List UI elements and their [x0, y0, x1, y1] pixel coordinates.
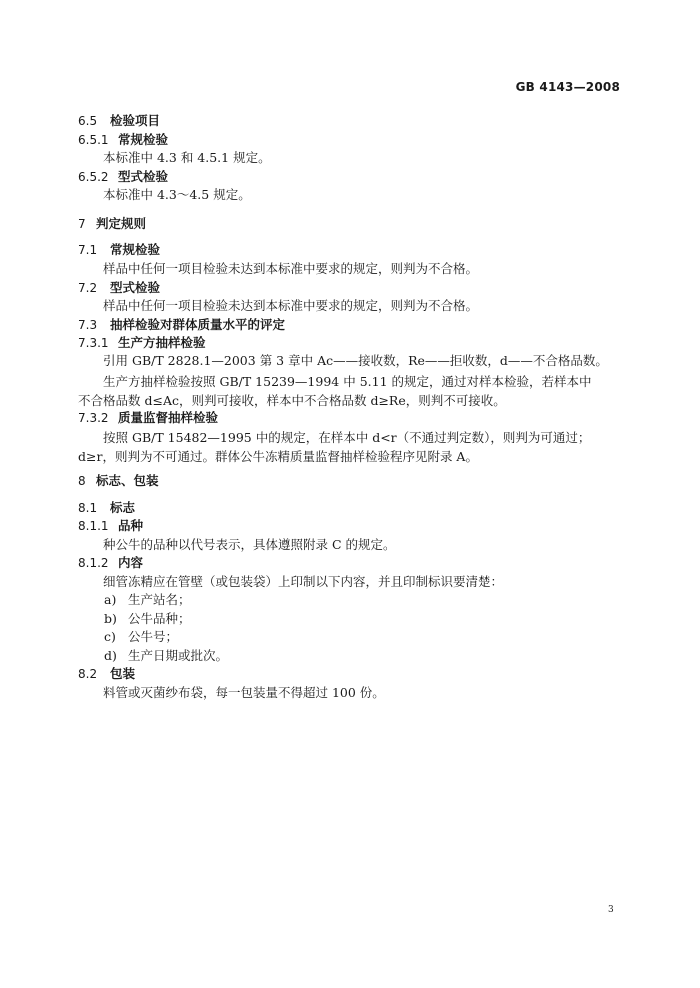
list-item-label: b): [104, 611, 117, 626]
section-title: 标志、包装: [96, 473, 159, 488]
paragraph-7-3-2: 按照 GB/T 15482—1995 中的规定，在样本中 d<r（不通过判定数），则判为可通过；d≥r，则判为不可通过。群体公牛冻精质量监督抽样检验程序见附录 A。: [78, 430, 591, 464]
section-title: 抽样检验对群体质量水平的评定: [110, 317, 286, 332]
section-title: 型式检验: [118, 169, 169, 184]
page-number: 3: [608, 905, 614, 915]
heading-6-5-2: [78, 169, 620, 185]
heading-7-2: [78, 280, 620, 296]
list-item-text: 公牛号；: [128, 629, 179, 644]
section-number: 8.1: [78, 501, 98, 515]
section-number: 7.1: [78, 243, 98, 257]
section-number: 8: [78, 474, 86, 488]
section-number: 7.3: [78, 318, 98, 332]
section-title: 型式检验: [110, 280, 161, 295]
section-number: 7.3.2: [78, 411, 109, 425]
section-title: 常规检验: [110, 242, 161, 257]
heading-7: [78, 216, 620, 232]
paragraph-8-2: 料管或灭菌纱布袋，每一包装量不得超过 100 份。: [103, 685, 385, 700]
list-item-label: c): [104, 629, 116, 644]
paragraph-7-3-1-a: 引用 GB/T 2828.1—2003 第 3 章中 Ac——接收数，Re——拒收数，d——不合格品数。: [103, 353, 608, 368]
section-title: 标志: [110, 500, 136, 515]
section-number: 7: [78, 217, 86, 231]
paragraph-6-5-2: 本标准中 4.3～4.5 规定。: [103, 187, 251, 202]
section-title: 生产方抽样检验: [118, 335, 206, 350]
list-item: [104, 592, 191, 608]
heading-8-1-1: [78, 518, 620, 534]
heading-6-5-1: [78, 132, 620, 148]
section-title: 常规检验: [118, 132, 169, 147]
heading-8-1: [78, 500, 620, 516]
section-number: 8.2: [78, 667, 98, 681]
section-title: 质量监督抽样检验: [118, 410, 219, 425]
section-number: 6.5.2: [78, 170, 109, 184]
paragraph-8-1-2: 细管冻精应在管壁（或包装袋）上印制以下内容，并且印制标识要清楚：: [103, 574, 504, 589]
paragraph-7-3-1-b: 生产方抽样检验按照 GB/T 15239—1994 中 5.11 的规定，通过对样本检验，若样本中不合格品数 d≤Ac，则判可接收，样本中不合格品数 d≥Re，则判不可接收。: [78, 374, 592, 408]
list-item-text: 生产站名；: [128, 592, 191, 607]
paragraph-7-1: 样品中任何一项目检验未达到本标准中要求的规定，则判为不合格。: [103, 261, 479, 276]
paragraph-8-1-1: 种公牛的品种以代号表示，具体遵照附录 C 的规定。: [103, 537, 396, 552]
standard-number: GB 4143—2008: [515, 80, 620, 94]
section-number: 8.1.2: [78, 556, 109, 570]
heading-7-3-2: [78, 410, 620, 426]
heading-7-3-1: [78, 335, 620, 351]
heading-6-5: [78, 113, 620, 129]
list-item: [104, 611, 191, 627]
section-number: 7.2: [78, 281, 98, 295]
section-number: 6.5.1: [78, 133, 109, 147]
list-item-label: d): [104, 648, 117, 663]
list-item-text: 生产日期或批次。: [128, 648, 229, 663]
section-title: 包装: [110, 666, 136, 681]
list-item: [104, 629, 178, 645]
section-number: 6.5: [78, 114, 98, 128]
heading-7-1: [78, 242, 620, 258]
section-title: 品种: [118, 518, 144, 533]
heading-7-3: [78, 317, 620, 333]
paragraph-6-5-1: 本标准中 4.3 和 4.5.1 规定。: [103, 150, 271, 165]
list-item-text: 公牛品种；: [128, 611, 191, 626]
list-item: [104, 648, 228, 664]
section-title: 判定规则: [96, 216, 147, 231]
heading-8-1-2: [78, 555, 620, 571]
section-title: 内容: [118, 555, 144, 570]
section-number: 7.3.1: [78, 336, 109, 350]
list-item-label: a): [104, 592, 117, 607]
heading-8-2: [78, 666, 620, 682]
paragraph-7-2: 样品中任何一项目检验未达到本标准中要求的规定，则判为不合格。: [103, 298, 479, 313]
heading-8: [78, 473, 620, 489]
section-number: 8.1.1: [78, 519, 109, 533]
section-title: 检验项目: [110, 113, 161, 128]
